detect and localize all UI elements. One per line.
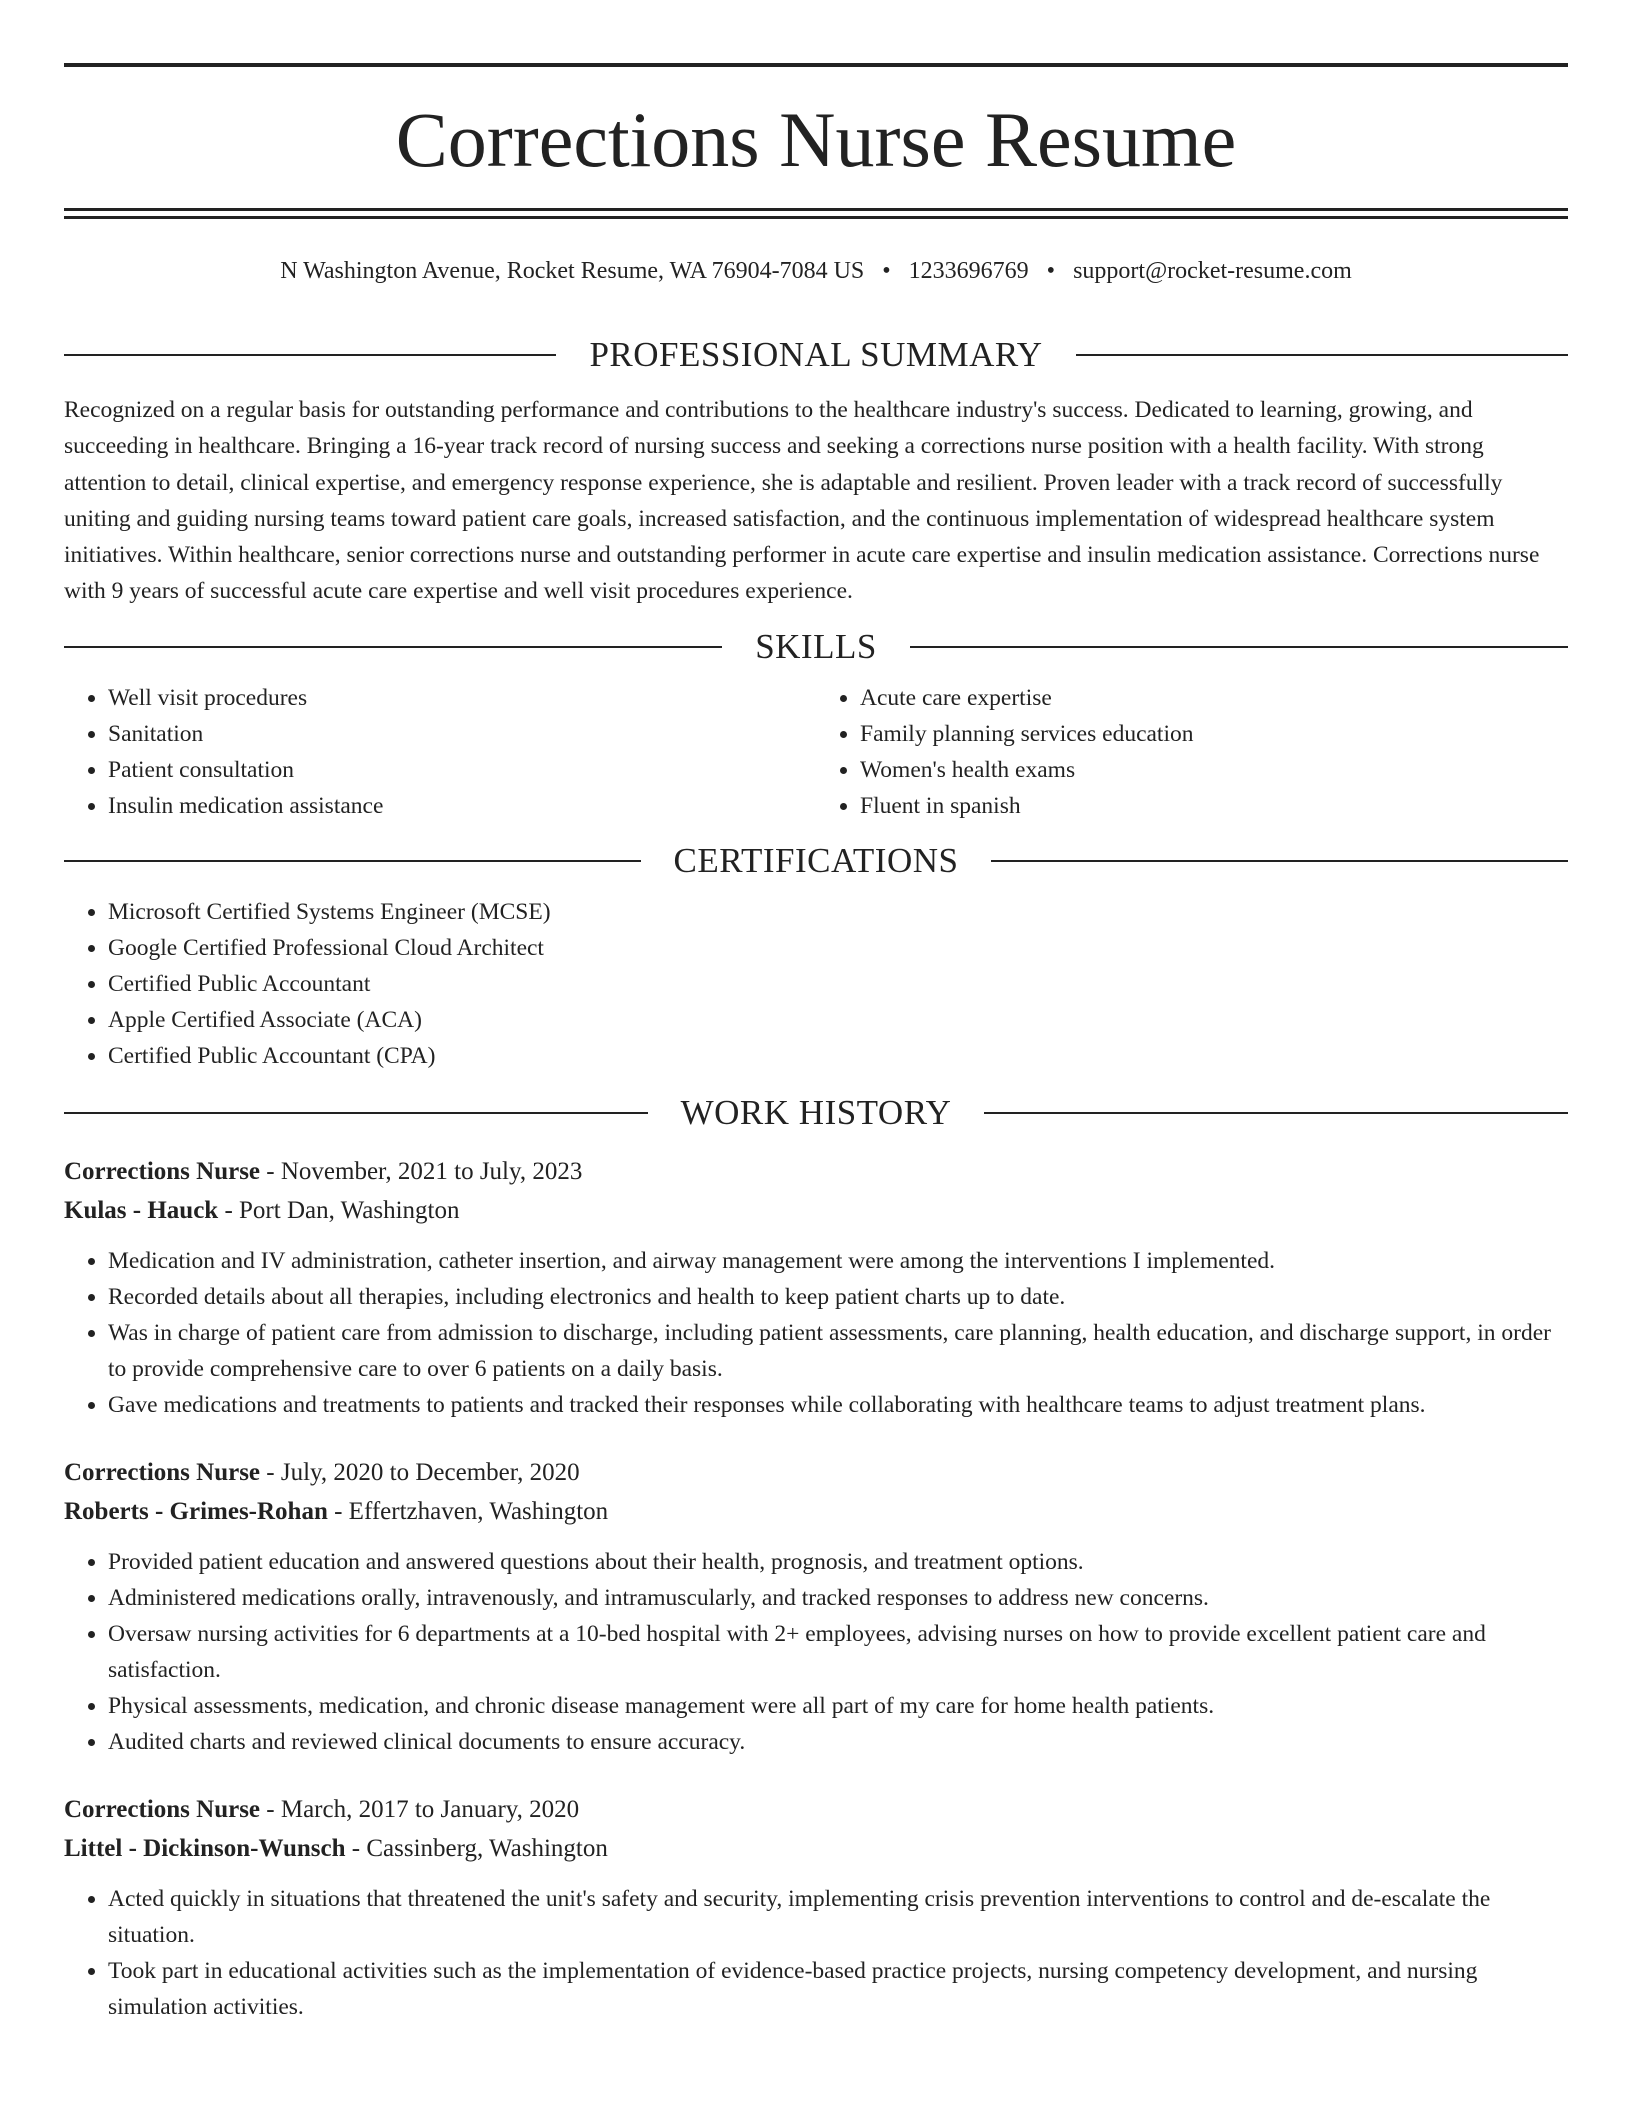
- job-bullets: [64, 1881, 1568, 2025]
- title-bottom-rule-2: [64, 216, 1568, 219]
- certification-item: • Google Certified Professional Cloud Architect: [108, 930, 1568, 966]
- heading-rule: [1076, 354, 1568, 356]
- job-bullet: • Acted quickly in situations that threatened the unit's safety and security, implementing crisis prevention interventions to control and de-escalate the situation.: [108, 1881, 1568, 1953]
- job-dates: - July, 2020 to December, 2020: [260, 1458, 580, 1486]
- heading-rule: [64, 1112, 648, 1114]
- job-employer-line: [64, 1829, 1568, 1868]
- job-bullet: • Audited charts and reviewed clinical documents to ensure accuracy.: [108, 1724, 1568, 1760]
- heading-rule: [64, 354, 556, 356]
- work-heading: WORK HISTORY: [680, 1092, 952, 1132]
- certification-item: • Certified Public Accountant: [108, 966, 1568, 1002]
- job-role: Corrections Nurse: [64, 1458, 261, 1486]
- job-dates: - March, 2017 to January, 2020: [260, 1795, 580, 1823]
- job-bullet: • Medication and IV administration, catheter insertion, and airway management were among the interventions I implemented.: [108, 1243, 1568, 1279]
- skills-section-heading: [64, 622, 1568, 672]
- skills-grid: [64, 680, 1568, 824]
- page-title: Corrections Nurse Resume: [395, 96, 1237, 183]
- title-top-rule: [64, 63, 1568, 67]
- skill-item: • Sanitation: [108, 716, 816, 752]
- job-employer: Roberts - Grimes-Rohan: [64, 1497, 328, 1525]
- work-section-heading: [64, 1088, 1568, 1138]
- heading-rule: [910, 646, 1568, 648]
- job-location: - Port Dan, Washington: [218, 1196, 460, 1224]
- skill-item: • Women's health exams: [860, 752, 1568, 788]
- certifications-heading: CERTIFICATIONS: [673, 840, 959, 880]
- job-entry: [64, 1152, 1568, 1423]
- job-employer-line: [64, 1492, 1568, 1531]
- job-employer-line: [64, 1191, 1568, 1230]
- job-bullet: • Oversaw nursing activities for 6 departments at a 10-bed hospital with 2+ employees, advising nurses on how to provide excellent patient care and satisfaction.: [108, 1616, 1568, 1688]
- skill-item: • Insulin medication assistance: [108, 788, 816, 824]
- certification-item: • Certified Public Accountant (CPA): [108, 1038, 1568, 1074]
- job-entry: [64, 1453, 1568, 1760]
- job-role: Corrections Nurse: [64, 1157, 261, 1185]
- summary-text: Recognized on a regular basis for outstanding performance and contributions to the healthcare industry's success. Dedicated to learning, growing, and succeeding in healthcare. Bringing a 16-year track record of nursing success and seeking a corrections nurse position with a health facility. With strong attention to detail, clinical expertise, and emergency response experience, she is adaptable and resilient. Proven leader with a track record of successfully uniting and guiding nursing teams toward patient care goals, increased satisfaction, and the continuous implementation of widespread healthcare system initiatives. Within healthcare, senior corrections nurse and outstanding performer in acute care expertise and insulin medication assistance. Corrections nurse with 9 years of successful acute care expertise and well visit procedures experience.: [64, 397, 1540, 605]
- heading-rule: [64, 860, 641, 862]
- contact-address: N Washington Avenue, Rocket Resume, WA 76904-7084 US: [280, 258, 865, 284]
- job-location: - Cassinberg, Washington: [345, 1834, 608, 1862]
- contact-separator: •: [882, 258, 891, 284]
- job-employer: Kulas - Hauck: [64, 1196, 219, 1224]
- certification-item: • Apple Certified Associate (ACA): [108, 1002, 1568, 1038]
- job-bullet: • Recorded details about all therapies, including electronics and health to keep patient charts up to date.: [108, 1279, 1568, 1315]
- summary-heading: PROFESSIONAL SUMMARY: [589, 335, 1043, 374]
- skills-list-right: [816, 680, 1568, 824]
- contact-phone: 1233696769: [908, 258, 1029, 284]
- skill-item: • Acute care expertise: [860, 680, 1568, 716]
- heading-rule: [984, 1112, 1568, 1114]
- contact-email: support@rocket-resume.com: [1073, 258, 1352, 284]
- certification-item: • Microsoft Certified Systems Engineer (MCSE): [108, 894, 1568, 930]
- job-role: Corrections Nurse: [64, 1795, 261, 1823]
- job-bullet: • Administered medications orally, intravenously, and intramuscularly, and tracked responses to address new concerns.: [108, 1580, 1568, 1616]
- job-dates: - November, 2021 to July, 2023: [260, 1157, 583, 1185]
- skills-list-left: [64, 680, 816, 824]
- heading-rule: [64, 646, 722, 648]
- job-location: - Effertzhaven, Washington: [327, 1497, 609, 1525]
- job-bullet: • Was in charge of patient care from admission to discharge, including patient assessments, care planning, health education, and discharge support, in order to provide comprehensive care to over 6 patients on a daily basis.: [108, 1315, 1568, 1387]
- heading-rule: [991, 860, 1568, 862]
- skill-item: • Family planning services education: [860, 716, 1568, 752]
- job-title-line: [64, 1152, 1568, 1191]
- skill-item: • Fluent in spanish: [860, 788, 1568, 824]
- contact-separator: •: [1046, 258, 1056, 284]
- contact-line: [64, 255, 1568, 287]
- job-bullet: • Gave medications and treatments to patients and tracked their responses while collaborating with healthcare teams to adjust treatment plans.: [108, 1387, 1568, 1423]
- job-employer: Littel - Dickinson-Wunsch: [64, 1834, 346, 1862]
- job-title-line: [64, 1790, 1568, 1829]
- skills-heading: SKILLS: [755, 626, 877, 666]
- title-bottom-rule: [64, 208, 1568, 211]
- job-title-line: [64, 1453, 1568, 1492]
- job-bullet: • Physical assessments, medication, and chronic disease management were all part of my care for home health patients.: [108, 1688, 1568, 1724]
- summary-section-heading: [64, 330, 1568, 380]
- certifications-list: [64, 894, 1568, 1074]
- job-bullets: [64, 1544, 1568, 1760]
- job-bullets: [64, 1243, 1568, 1423]
- skill-item: • Patient consultation: [108, 752, 816, 788]
- skill-item: • Well visit procedures: [108, 680, 816, 716]
- job-bullet: • Provided patient education and answered questions about their health, prognosis, and treatment options.: [108, 1544, 1568, 1580]
- job-bullet: • Took part in educational activities such as the implementation of evidence-based practice projects, nursing competency development, and nursing simulation activities.: [108, 1953, 1568, 2025]
- certifications-section-heading: [64, 836, 1568, 886]
- job-entry: [64, 1790, 1568, 2025]
- resume-content: [64, 330, 1568, 2055]
